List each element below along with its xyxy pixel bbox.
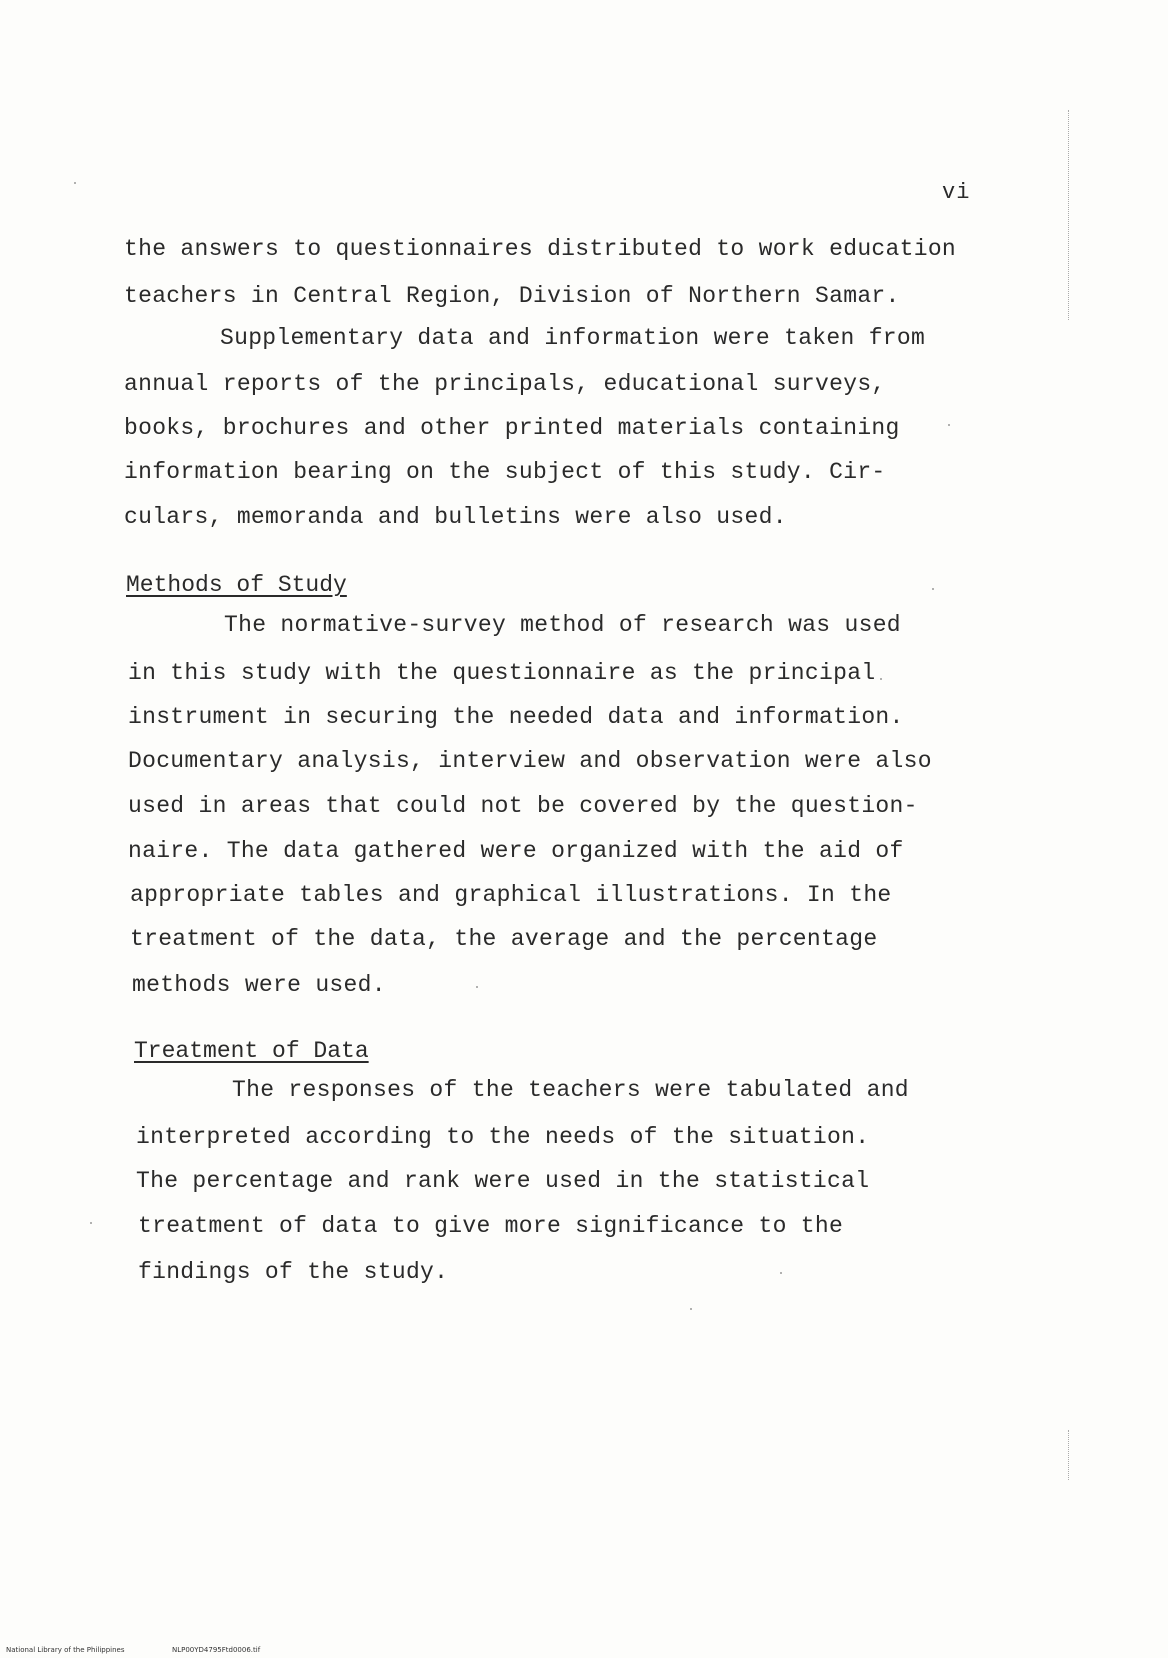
methods-line-2: in this study with the questionnaire as the principal [128, 660, 876, 686]
scan-edge-mark [1068, 110, 1070, 320]
scan-speck [880, 678, 882, 680]
treatment-line-4: treatment of data to give more significance to the [138, 1213, 844, 1239]
methods-line-5: used in areas that could not be covered by the question- [128, 793, 918, 819]
scan-speck [948, 424, 950, 426]
methods-line-9: methods were used. [132, 972, 386, 998]
methods-line-4: Documentary analysis, interview and observation were also [128, 748, 932, 774]
treatment-line-1: The responses of the teachers were tabulated and [232, 1077, 909, 1103]
footer-library-name: National Library of the Philippines [6, 1646, 125, 1654]
page-number: vi [942, 180, 971, 205]
paragraph2-line-5: culars, memoranda and bulletins were also used. [124, 504, 787, 530]
section-heading-treatment: Treatment of Data [134, 1038, 369, 1064]
treatment-line-5: findings of the study. [138, 1259, 449, 1285]
paragraph2-line-2: annual reports of the principals, educational surveys, [124, 371, 886, 397]
methods-line-8: treatment of the data, the average and the percentage [130, 926, 878, 952]
methods-line-1: The normative-survey method of research was used [224, 612, 901, 638]
scan-speck [690, 1308, 692, 1310]
scan-speck [74, 182, 76, 184]
paragraph2-line-3: books, brochures and other printed materials containing [124, 415, 900, 441]
treatment-line-3: The percentage and rank were used in the statistical [136, 1168, 870, 1194]
scan-speck [90, 1222, 92, 1224]
paragraph2-line-4: information bearing on the subject of this study. Cir- [124, 459, 886, 485]
treatment-line-2: interpreted according to the needs of the situation. [136, 1124, 870, 1150]
scan-speck [780, 1272, 782, 1274]
methods-line-7: appropriate tables and graphical illustrations. In the [130, 882, 892, 908]
scan-speck [932, 588, 934, 590]
methods-line-3: instrument in securing the needed data and information. [128, 704, 904, 730]
methods-line-6: naire. The data gathered were organized with the aid of [128, 838, 904, 864]
section-heading-methods: Methods of Study [126, 572, 347, 598]
paragraph2-line-1: Supplementary data and information were taken from [220, 325, 926, 351]
scan-edge-mark [1068, 1430, 1070, 1480]
paragraph1-line-2: teachers in Central Region, Division of Northern Samar. [124, 283, 900, 309]
footer-file-id: NLP00YD4795Ftd0006.tif [172, 1646, 261, 1654]
paragraph1-line-1: the answers to questionnaires distributed to work education [124, 236, 957, 262]
scan-speck [476, 986, 478, 988]
